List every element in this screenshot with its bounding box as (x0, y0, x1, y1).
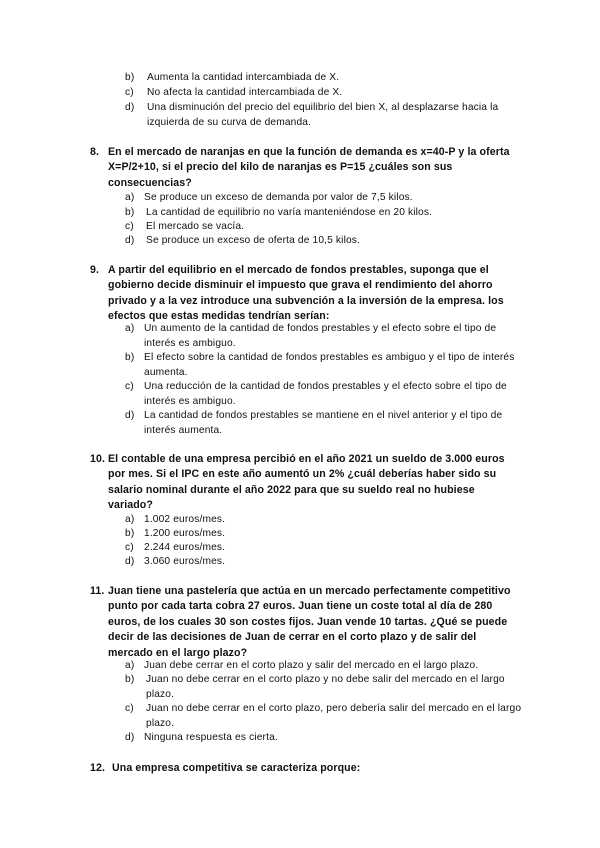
option-prev-c (125, 86, 520, 101)
option-text: Juan no debe cerrar en el corto plazo, pero debería salir del mercado en el largo plazo. (146, 703, 522, 729)
question-11 (90, 584, 522, 661)
option-letter: d) (125, 102, 135, 113)
option-letter: c) (125, 703, 134, 714)
question-text: A partir del equilibrio en el mercado de fondos prestables, suponga que el gobierno decide disminuir el impuesto que grava el rendimiento del ahorro privado y a la vez introduce una subvención a la inversión de la empresa. los efectos que estas medidas tendrían serían: (108, 264, 504, 323)
option-8d[interactable] (125, 234, 520, 249)
option-text: 1.002 euros/mes. (144, 514, 226, 525)
option-9a[interactable] (125, 322, 520, 351)
option-10b[interactable] (125, 527, 520, 542)
option-letter: d) (125, 556, 135, 567)
option-letter: b) (125, 528, 135, 539)
question-text: Una empresa competitiva se caracteriza porque: (112, 762, 361, 774)
option-letter: d) (125, 235, 135, 246)
option-letter: c) (125, 221, 134, 232)
option-text: Un aumento de la cantidad de fondos prestables y el efecto sobre el tipo de interés es ambiguo. (144, 323, 497, 349)
option-text: El efecto sobre la cantidad de fondos prestables es ambiguo y el tipo de interés aumenta. (144, 352, 515, 378)
question-text: El contable de una empresa percibió en el año 2021 un sueldo de 3.000 euros por mes. Si el IPC en este año aumentó un 2% ¿cuál deberías haber sido su salario nominal durante el año 2022 para que su sueldo real no hubiese variado? (108, 453, 505, 512)
option-text: 2.244 euros/mes. (144, 542, 226, 553)
question-number: 9. (90, 264, 100, 276)
option-9d[interactable] (125, 409, 520, 438)
question-text: En el mercado de naranjas en que la función de demanda es x=40-P y la oferta X=P/2+10, si el precio del kilo de naranjas es P=15 ¿cuáles son sus consecuencias? (108, 146, 510, 189)
question-10 (90, 452, 520, 514)
option-prev-d (125, 101, 525, 130)
option-11c[interactable] (125, 702, 525, 731)
option-text: Se produce un exceso de oferta de 10,5 kilos. (146, 235, 361, 246)
option-letter: c) (125, 381, 134, 392)
option-text: 3.060 euros/mes. (144, 556, 226, 567)
option-text: La cantidad de equilibrio no varía manteniéndose en 20 kilos. (146, 207, 433, 218)
option-letter: d) (125, 732, 135, 743)
option-letter: c) (125, 542, 134, 553)
option-text: Juan no debe cerrar en el corto plazo y no debe salir del mercado en el largo plazo. (146, 674, 505, 700)
option-text: Juan debe cerrar en el corto plazo y salir del mercado en el largo plazo. (144, 660, 479, 671)
option-letter: a) (125, 660, 135, 671)
option-8b[interactable] (125, 206, 520, 221)
option-text: Ninguna respuesta es cierta. (144, 732, 278, 743)
option-text: 1.200 euros/mes. (144, 528, 226, 539)
option-text: Se produce un exceso de demanda por valor de 7,5 kilos. (144, 192, 413, 203)
question-12 (90, 761, 520, 776)
option-text: Aumenta la cantidad intercambiada de X. (147, 72, 340, 83)
option-prev-b (125, 71, 520, 86)
option-text: El mercado se vacía. (146, 221, 245, 232)
option-text: Una disminución del precio del equilibrio del bien X, al desplazarse hacia la izquierda de su curva de demanda. (147, 102, 499, 128)
option-10c[interactable] (125, 541, 520, 556)
option-letter: a) (125, 323, 135, 334)
option-8a[interactable] (125, 191, 520, 206)
option-letter: b) (125, 207, 135, 218)
option-11b[interactable] (125, 673, 525, 702)
option-9c[interactable] (125, 380, 520, 409)
option-8c[interactable] (125, 220, 520, 235)
question-9 (90, 263, 520, 325)
option-11d[interactable] (125, 731, 525, 746)
question-8 (90, 145, 520, 191)
option-letter: b) (125, 674, 135, 685)
question-number: 10. (90, 453, 106, 465)
question-text: Juan tiene una pastelería que actúa en un mercado perfectamente competitivo punto por cada tarta cobra 27 euros. Juan tiene un coste total al día de 280 euros, de los cuales 30 son costes fijos. Juan vende 10 tartas. ¿Qué se puede decir de las decisiones de Juan de cerrar en el corto plazo y de salir del mercado en el largo plazo? (108, 585, 511, 659)
option-letter: a) (125, 192, 135, 203)
question-number: 8. (90, 146, 100, 158)
option-letter: b) (125, 72, 135, 83)
option-letter: a) (125, 514, 135, 525)
question-number: 11. (90, 585, 105, 597)
option-letter: c) (125, 87, 134, 98)
option-text: Una reducción de la cantidad de fondos prestables y el efecto sobre el tipo de interés es ambiguo. (144, 381, 507, 407)
question-number: 12. (90, 762, 106, 774)
option-11a[interactable] (125, 659, 525, 674)
option-10a[interactable] (125, 513, 520, 528)
option-text: No afecta la cantidad intercambiada de X. (147, 87, 343, 98)
option-9b[interactable] (125, 351, 520, 380)
option-text: La cantidad de fondos prestables se mantiene en el nivel anterior y el tipo de interés aumenta. (144, 410, 503, 436)
option-10d[interactable] (125, 555, 520, 570)
option-letter: d) (125, 410, 135, 421)
option-letter: b) (125, 352, 135, 363)
